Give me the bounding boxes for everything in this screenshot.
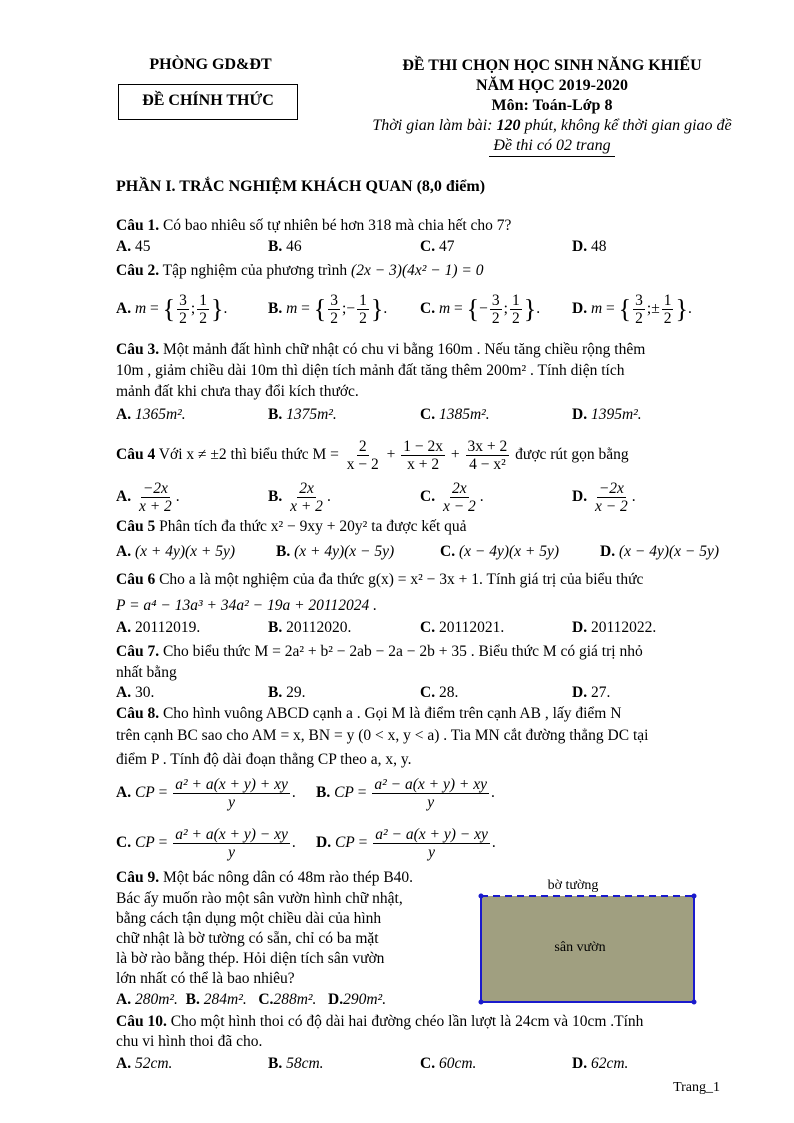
q1-text: Có bao nhiêu số tự nhiên bé hơn 318 mà chia hết cho 7? [159, 217, 512, 234]
q2-option-b: B. m = { $\frac{3}{2}$ ;− $\frac{1}{2}$ }. [268, 292, 388, 327]
q4-option-d: D. $\frac{-2x}{x - 2}$ . [572, 480, 636, 515]
q4-option-b: B. $\frac{2x}{x + 2}$ . [268, 480, 331, 515]
official-exam-box: ĐỀ CHÍNH THỨC [118, 84, 298, 120]
q8-option-b: B. CP = $\frac{\text{a² − a(x + y) + xy}}{y}$ . [316, 776, 495, 811]
time-value: 120 [496, 117, 521, 134]
corner-point [479, 894, 484, 899]
garden-diagram [472, 872, 704, 1008]
exam-header [352, 56, 752, 157]
q10-option-d: D. 62cm. [572, 1055, 629, 1072]
q8-option-c: C. CP = $\frac{\text{a² + a(x + y) − xy}}{y}$ . [116, 826, 296, 861]
q9-line-4: chữ nhật là bờ tường có sẵn, chỉ có ba mặt [116, 930, 379, 947]
question-6: Câu 6 Cho a là một nghiệm của đa thức g(x) = x² − 3x + 1. Tính giá trị của biểu thức [116, 571, 644, 588]
q7-option-a: A. 30. [116, 684, 155, 701]
q2-option-a: A. m = { $\frac{3}{2}$ ; $\frac{1}{2}$ }. [116, 292, 228, 327]
q9-line-5: là bờ rào bằng thép. Hỏi diện tích sân vườn [116, 950, 385, 967]
corner-point [479, 1000, 484, 1005]
page-count-note: Đề thi có 02 trang [489, 136, 614, 157]
question-9: Câu 9. Một bác nông dân có 48m rào thép B40. [116, 869, 414, 886]
question-10: Câu 10. Cho một hình thoi có độ dài hai đường chéo lần lượt là 24cm và 10cm .Tính [116, 1013, 644, 1030]
wall-label: bờ tường [547, 878, 599, 893]
q3-option-c: C. 1385m². [420, 406, 490, 423]
time-note [352, 116, 752, 136]
q5-option-c: C. (x − 4y)(x + 5y) [440, 543, 560, 560]
dept-text: PHÒNG GD&ĐT [149, 56, 272, 73]
time-prefix: Thời gian làm bài: [372, 117, 497, 134]
q8-line-2: trên cạnh BC sao cho AM = x, BN = y (0 < x, y < a) . Tia MN cắt đường thẳng DC tại [116, 727, 649, 744]
q9-line-2: Bác ấy muốn rào một sân vườn hình chữ nhật, [116, 890, 403, 907]
q7-option-b: B. 29. [268, 684, 306, 701]
school-year: NĂM HỌC 2019-2020 [476, 77, 628, 94]
garden-label: sân vườn [554, 940, 606, 955]
q1-label: Câu 1. [116, 217, 160, 234]
question-3: Câu 3. Một mảnh đất hình chữ nhật có chu vi bằng 160m . Nếu tăng chiều rộng thêm [116, 341, 646, 358]
q1-option-c: C. 47 [420, 238, 455, 255]
question-4: Câu 4 Với x ≠ ±2 thì biểu thức M = $\frac{2}{x - 2}$ + $\frac{1 - 2x}{x + 2}$ + $\frac{3x + 2}{\text{4 − x²}}$ được rút gọn bằng [116, 438, 629, 473]
q9-line-3: bằng cách tận dụng một chiều dài của hình [116, 910, 382, 927]
subject: Môn: Toán-Lớp 8 [491, 97, 613, 114]
q2-option-c: C. m = {− $\frac{3}{2}$ ; $\frac{1}{2}$ }. [420, 292, 541, 327]
q3-line-3: mảnh đất khi chưa thay đổi kích thước. [116, 383, 359, 400]
q3-option-b: B. 1375m². [268, 406, 337, 423]
q3-option-d: D. 1395m². [572, 406, 642, 423]
q6-option-a: A. 20112019. [116, 619, 201, 636]
q1-option-d: D. 48 [572, 238, 607, 255]
q7-option-c: C. 28. [420, 684, 459, 701]
question-8: Câu 8. Cho hình vuông ABCD cạnh a . Gọi M là điểm trên cạnh AB , lấy điểm N [116, 705, 622, 722]
q10-option-a: A. 52cm. [116, 1055, 173, 1072]
q10-option-c: C. 60cm. [420, 1055, 477, 1072]
time-suffix: phút, không kể thời gian giao đề [520, 117, 732, 134]
q7-option-d: D. 27. [572, 684, 611, 701]
question-1 [116, 216, 511, 236]
q1-option-a: A. 45 [116, 238, 151, 255]
page-footer: Trang_1 [673, 1080, 720, 1095]
q1-option-b: B. 46 [268, 238, 302, 255]
q3-option-a: A. 1365m². [116, 406, 186, 423]
question-7: Câu 7. Cho biểu thức M = 2a² + b² − 2ab − 2a − 2b + 35 . Biểu thức M có giá trị nhỏ [116, 643, 643, 660]
q5-option-b: B. (x + 4y)(x − 5y) [276, 543, 395, 560]
department-name [118, 56, 303, 74]
q9-options: A. 280m². B. 284m². C.288m². D.290m². [116, 991, 387, 1008]
q3-line-2: 10m , giảm chiều dài 10m thì diện tích mảnh đất tăng thêm 200m² . Tính diện tích [116, 362, 625, 379]
question-5: Câu 5 Phân tích đa thức x² − 9xy + 20y² ta được kết quả [116, 518, 467, 535]
q4-option-a: A. $\frac{-2x}{x + 2}$ . [116, 480, 180, 515]
q2-equation: (2x − 3)(4x² − 1) = 0 [351, 262, 484, 279]
q6-option-d: D. 20112022. [572, 619, 657, 636]
corner-point [692, 894, 697, 899]
q5-option-a: A. (x + 4y)(x + 5y) [116, 543, 236, 560]
q6-option-b: B. 20112020. [268, 619, 352, 636]
q9-line-6: lớn nhất có thể là bao nhiêu? [116, 970, 295, 987]
section-title: PHẦN I. TRẮC NGHIỆM KHÁCH QUAN (8,0 điểm) [116, 178, 486, 195]
q5-option-d: D. (x − 4y)(x − 5y) [600, 543, 720, 560]
q2-option-d: D. m = { $\frac{3}{2}$ ;± $\frac{1}{2}$ }. [572, 292, 692, 327]
q10-line-2: chu vi hình thoi đã cho. [116, 1033, 263, 1050]
q7-line-2: nhất bằng [116, 664, 177, 681]
q6-expression: P = a⁴ − 13a³ + 34a² − 19a + 20112024 . [116, 597, 378, 614]
q8-option-d: D. CP = $\frac{\text{a² − a(x + y) − xy}}{y}$ . [316, 826, 496, 861]
q4-option-c: C. $\frac{2x}{x - 2}$ . [420, 480, 484, 515]
exam-title: ĐỀ THI CHỌN HỌC SINH NĂNG KHIẾU [402, 57, 702, 74]
corner-point [692, 1000, 697, 1005]
q8-option-a: A. CP = $\frac{\text{a² + a(x + y) + xy}}{y}$ . [116, 776, 296, 811]
q6-option-c: C. 20112021. [420, 619, 505, 636]
q10-option-b: B. 58cm. [268, 1055, 324, 1072]
question-2: Câu 2. Tập nghiệm của phương trình (2x − 3)(4x² − 1) = 0 [116, 262, 484, 279]
q8-line-3: điểm P . Tính độ dài đoạn thẳng CP theo a, x, y. [116, 751, 412, 768]
